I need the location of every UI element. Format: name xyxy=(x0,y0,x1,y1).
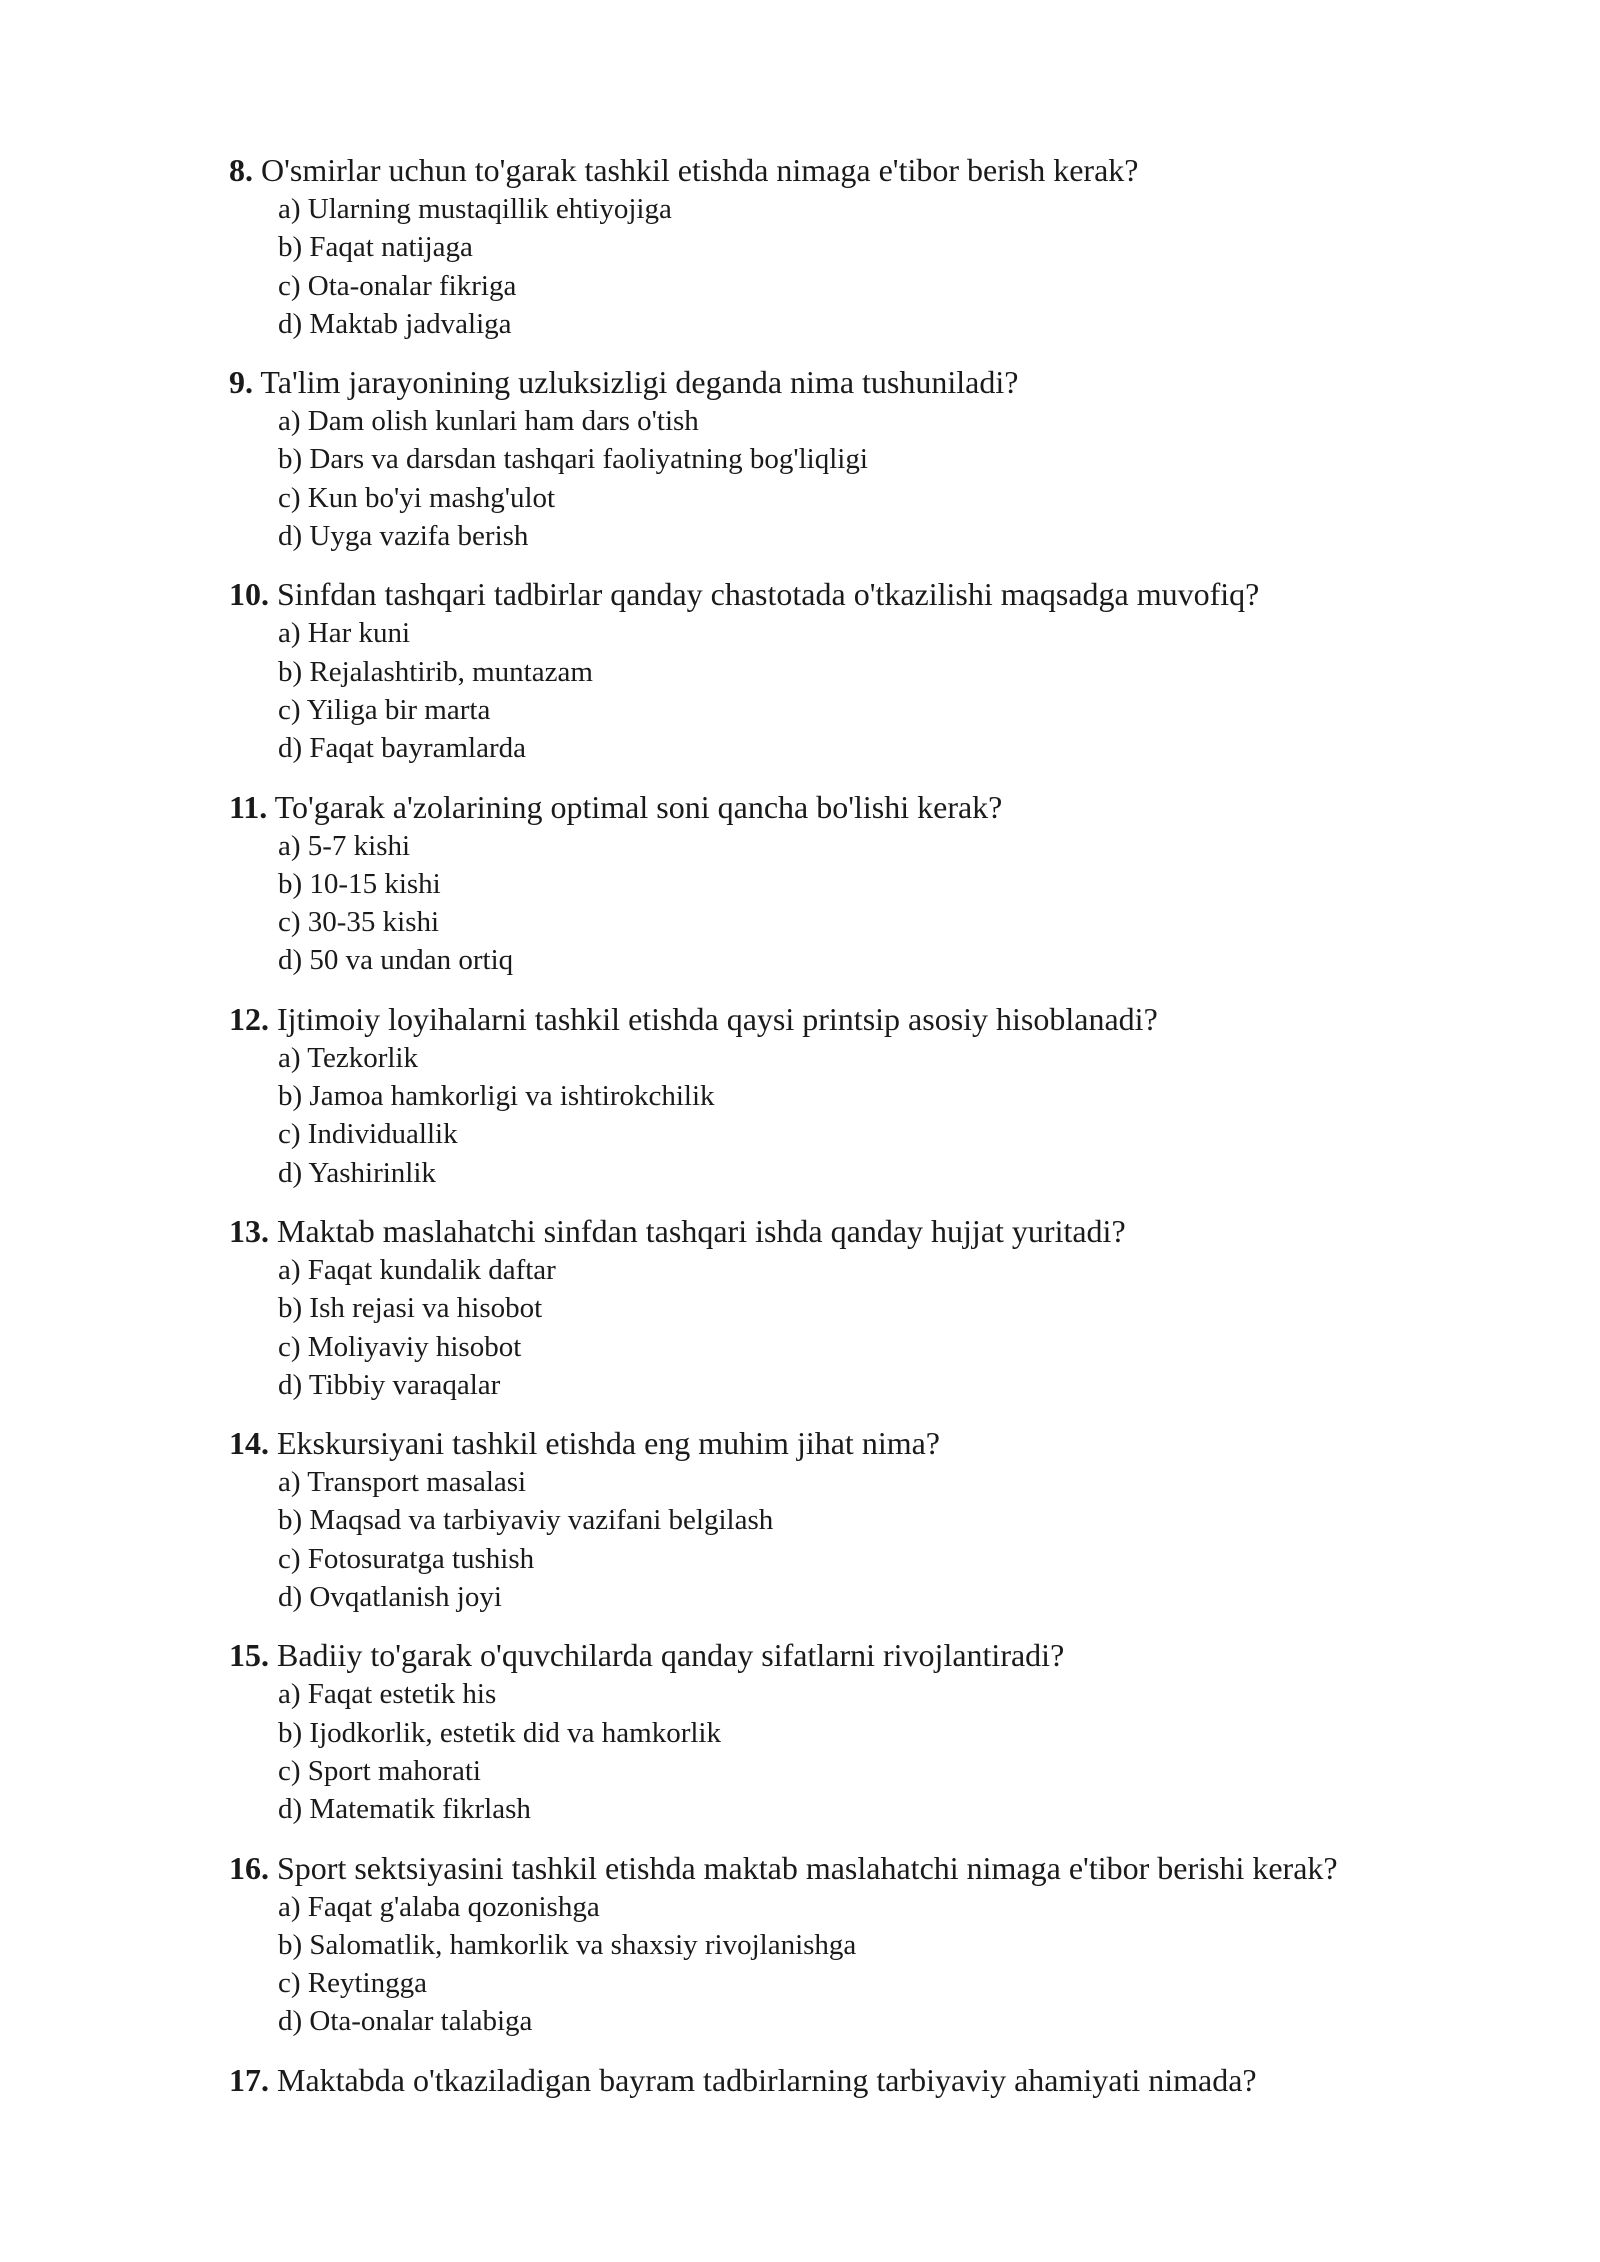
answer-option: c) Individuallik xyxy=(278,1118,458,1151)
answer-option: a) Faqat kundalik daftar xyxy=(278,1253,556,1286)
question-line xyxy=(229,574,1600,614)
question-number: 9. xyxy=(229,364,253,401)
question-17 xyxy=(229,2060,1600,2100)
answer-option: a) Transport masalasi xyxy=(278,1466,527,1499)
answer-option: d) Maktab jadvaliga xyxy=(278,307,512,340)
question-14 xyxy=(229,1423,1600,1616)
answer-option: b) Jamoa hamkorligi va ishtirokchilik xyxy=(278,1080,715,1113)
answer-option: c) Kun bo'yi mashg'ulot xyxy=(278,481,556,514)
answer-options xyxy=(229,614,1600,767)
answer-options xyxy=(229,1888,1600,2041)
answer-option: a) Dam olish kunlari ham dars o'tish xyxy=(278,405,699,438)
answer-option: b) Maqsad va tarbiyaviy vazifani belgilash xyxy=(278,1504,774,1537)
answer-option: c) Sport mahorati xyxy=(278,1754,481,1787)
question-number: 17. xyxy=(229,2061,269,2098)
answer-options xyxy=(229,1039,1600,1192)
question-number: 8. xyxy=(229,152,253,188)
answer-option: d) Matematik fikrlash xyxy=(278,1793,531,1826)
answer-option: a) Faqat g'alaba qozonishga xyxy=(278,1890,600,1923)
question-text: O'smirlar uchun to'garak tashkil etishda nimaga e'tibor berish kerak? xyxy=(261,152,1139,188)
question-line xyxy=(229,150,1600,190)
answer-option: d) Ota-onalar talabiga xyxy=(278,2005,533,2038)
answer-option: d) Ovqatlanish joyi xyxy=(278,1581,502,1614)
question-line xyxy=(229,1423,1600,1463)
question-line xyxy=(229,999,1600,1039)
answer-options xyxy=(229,1251,1600,1404)
question-16 xyxy=(229,1848,1600,2041)
answer-option: a) Ularning mustaqillik ehtiyojiga xyxy=(278,193,672,225)
question-text: To'garak a'zolarining optimal soni qancha bo'lishi kerak? xyxy=(274,788,1003,825)
question-number: 13. xyxy=(229,1212,269,1249)
question-text: Badiiy to'garak o'quvchilarda qanday sifatlarni rivojlantiradi? xyxy=(277,1637,1065,1674)
question-12 xyxy=(229,999,1600,1192)
answer-option: a) Tezkorlik xyxy=(278,1041,418,1074)
answer-option: c) Moliyaviy hisobot xyxy=(278,1330,522,1363)
answer-option: d) Tibbiy varaqalar xyxy=(278,1368,501,1401)
answer-option: b) Rejalashtirib, muntazam xyxy=(278,655,593,688)
answer-option: b) Faqat natijaga xyxy=(278,231,473,264)
answer-options xyxy=(229,827,1600,980)
answer-option: b) Dars va darsdan tashqari faoliyatning bog'liqligi xyxy=(278,443,868,476)
question-number: 10. xyxy=(229,576,269,613)
question-8 xyxy=(229,150,1600,343)
question-text: Ijtimoiy loyihalarni tashkil etishda qaysi printsip asosiy hisoblanadi? xyxy=(277,1000,1158,1037)
question-line xyxy=(229,1635,1600,1675)
question-line xyxy=(229,1848,1600,1888)
answer-option: b) Ijodkorlik, estetik did va hamkorlik xyxy=(278,1716,721,1749)
question-9 xyxy=(229,362,1600,555)
answer-option: b) Ish rejasi va hisobot xyxy=(278,1292,543,1325)
question-line xyxy=(229,2060,1600,2100)
question-number: 11. xyxy=(229,788,268,825)
question-text: Sport sektsiyasini tashkil etishda maktab maslahatchi nimaga e'tibor berishi kerak? xyxy=(277,1849,1338,1886)
answer-option: c) Yiliga bir marta xyxy=(278,693,491,726)
question-10 xyxy=(229,574,1600,767)
answer-option: d) Faqat bayramlarda xyxy=(278,732,527,765)
answer-option: d) Yashirinlik xyxy=(278,1156,436,1189)
question-11 xyxy=(229,787,1600,980)
answer-option: c) Ota-onalar fikriga xyxy=(278,269,517,302)
answer-options xyxy=(229,1675,1600,1828)
question-number: 14. xyxy=(229,1425,269,1462)
question-15 xyxy=(229,1635,1600,1828)
question-line xyxy=(229,787,1600,827)
question-line xyxy=(229,362,1600,402)
answer-option: a) Har kuni xyxy=(278,617,411,650)
question-13 xyxy=(229,1211,1600,1404)
answer-option: c) 30-35 kishi xyxy=(278,906,440,939)
question-text: Sinfdan tashqari tadbirlar qanday chastotada o'tkazilishi maqsadga muvofiq? xyxy=(277,576,1260,613)
answer-option: b) Salomatlik, hamkorlik va shaxsiy rivojlanishga xyxy=(278,1928,857,1961)
question-number: 12. xyxy=(229,1000,269,1037)
answer-option: d) 50 va undan ortiq xyxy=(278,944,514,977)
question-number: 16. xyxy=(229,1849,269,1886)
question-text: Maktabda o'tkaziladigan bayram tadbirlarning tarbiyaviy ahamiyati nimada? xyxy=(277,2061,1257,2098)
answer-options xyxy=(229,1463,1600,1616)
answer-option: a) 5-7 kishi xyxy=(278,829,411,862)
answer-option: c) Reytingga xyxy=(278,1967,427,2000)
question-text: Ekskursiyani tashkil etishda eng muhim jihat nima? xyxy=(277,1425,940,1462)
answer-option: d) Uyga vazifa berish xyxy=(278,520,529,553)
question-number: 15. xyxy=(229,1637,269,1674)
question-text: Ta'lim jarayonining uzluksizligi deganda nima tushuniladi? xyxy=(260,364,1019,401)
question-line xyxy=(229,1211,1600,1251)
answer-option: b) 10-15 kishi xyxy=(278,867,441,900)
answer-option: c) Fotosuratga tushish xyxy=(278,1542,535,1575)
answer-options xyxy=(229,190,1600,343)
answer-option: a) Faqat estetik his xyxy=(278,1678,497,1711)
question-text: Maktab maslahatchi sinfdan tashqari ishda qanday hujjat yuritadi? xyxy=(277,1212,1126,1249)
answer-options xyxy=(229,402,1600,555)
